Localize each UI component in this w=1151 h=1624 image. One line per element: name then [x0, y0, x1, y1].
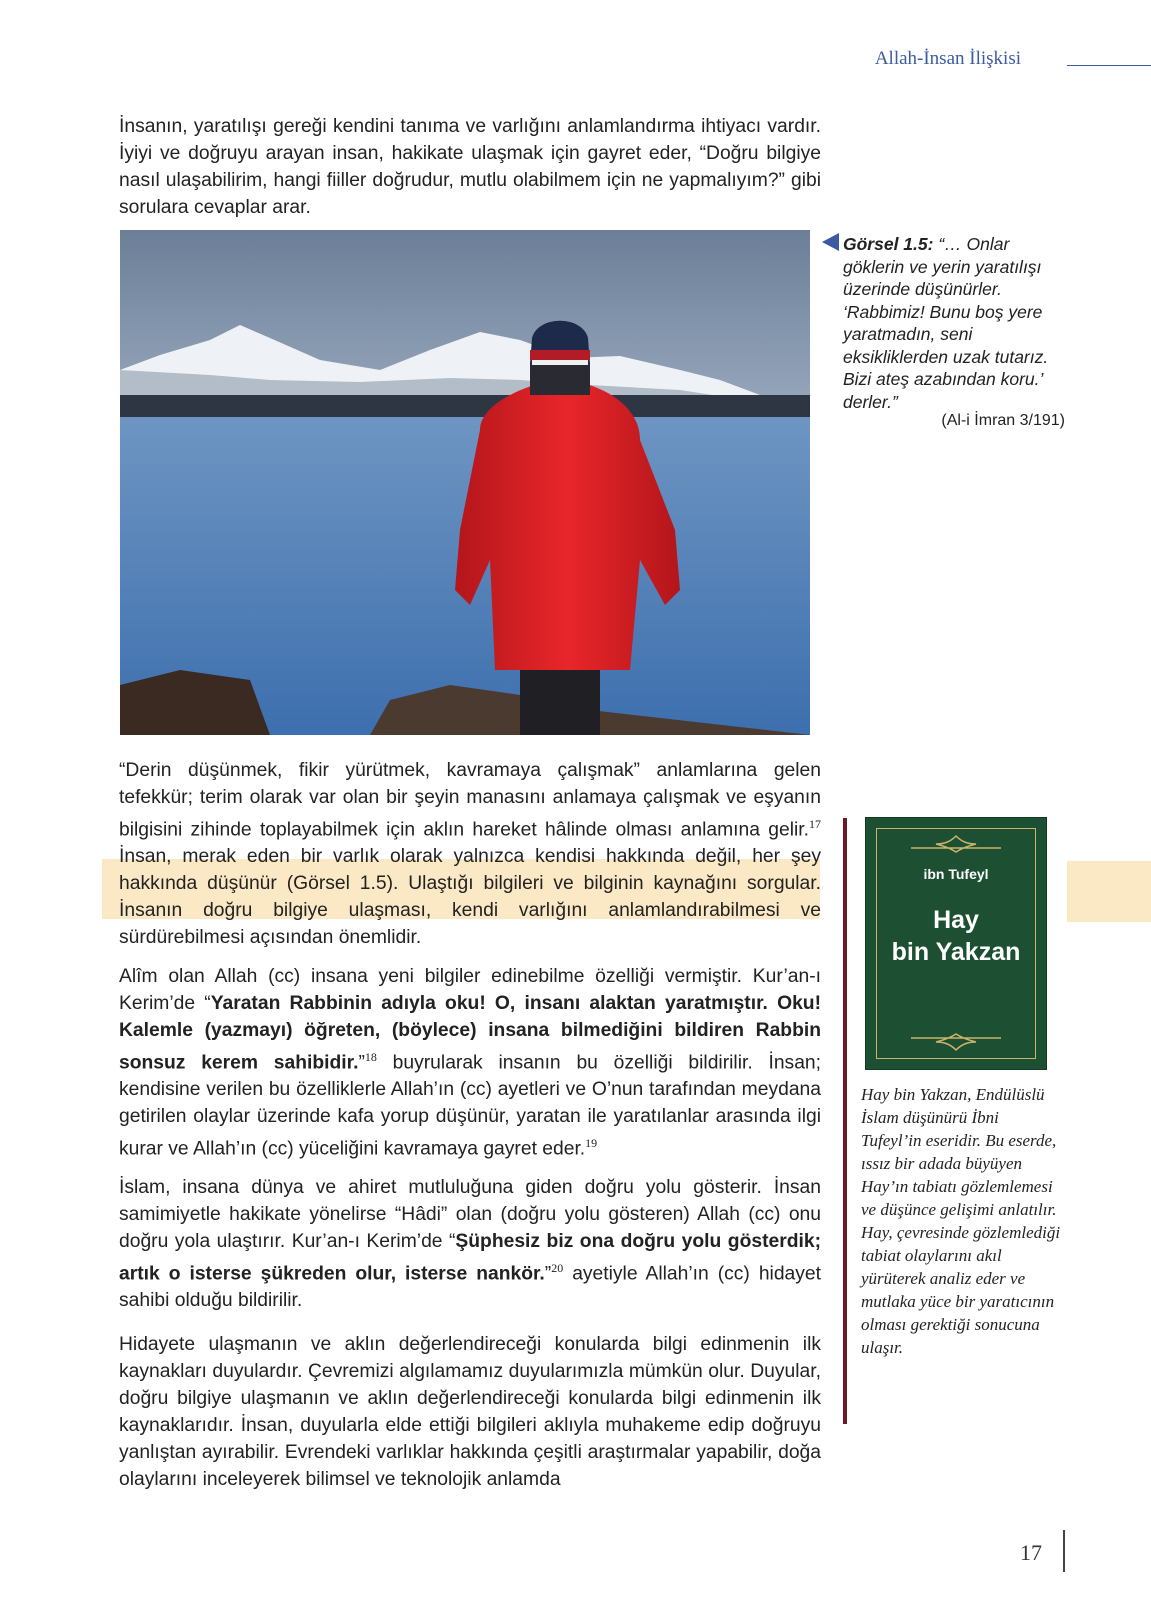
page-number-rule — [1063, 1530, 1065, 1572]
book-ornament-bottom-icon — [906, 1032, 1006, 1054]
book-title — [866, 904, 1046, 968]
book-cover — [866, 818, 1046, 1069]
footnote-ref-20: 20 — [551, 1261, 564, 1275]
paragraph-alim-part1: Alîm olan Allah (cc) insana yeni bilgiler edinebilme özelliği vermiştir. Kur’an-ı Kerim’de “ — [119, 966, 821, 1014]
book-ornament-top-icon — [906, 832, 1006, 854]
figure-caption-text: “… Onlar göklerin ve yerin yaratılışı üzerinde düşünürler. ‘Rabbimiz! Bunu boş yere yaratmadın, seni eksikliklerden uzak tutarız. Bizi ateş azabından koru.’ derler.” — [843, 234, 1049, 412]
book-title-line2: bin Yakzan — [891, 938, 1021, 966]
header-rule — [1067, 65, 1151, 66]
verse-alak-quote-close: ” — [358, 1052, 365, 1074]
rock-left — [120, 670, 270, 735]
footnote-ref-18: 18 — [364, 1050, 377, 1064]
verse-insan-quote-close: ” — [544, 1263, 552, 1285]
sidebar-note: Hay bin Yakzan, Endülüslü İslam düşünürü İbni Tufeyl’in eseridir. Bu eserde, ıssız bir adada büyüyen Hay’ın tabiatı gözlemlemesi ve düşünce gelişimi anlatılır. Hay, çevresinde gözlemlediği tabiat olaylarını akıl yürüterek analiz eder ve mutlaka yüce bir yaratıcının olması gerektiği sonucuna ulaşır. — [861, 1085, 1061, 1357]
caption-pointer-icon — [822, 233, 839, 251]
shoreline — [120, 395, 810, 417]
verse-alak: Yaratan Rabbinin adıyla oku! O, insanı alaktan yaratmıştır. Oku! Kalemle (yazmayı) öğreten, (böylece) insana bilmediğini bildiren Rabbin sonsuz kerem sahibidir. — [119, 993, 821, 1074]
paragraph-islam-part2: ayetiyle Allah’ın (cc) hidayet sahibi olduğu bildirilir. — [119, 1263, 821, 1312]
paragraph-alim — [119, 963, 821, 1163]
figure-caption — [843, 233, 1073, 413]
book-author: ibn Tufeyl — [923, 866, 989, 882]
verse-insan: Şüphesiz biz ona doğru yolu gösterdik; artık o isterse şükreden olur, isterse nankör. — [119, 1231, 821, 1285]
footnote-ref-17: 17 — [809, 817, 821, 831]
paragraph-tefekkur-part2: İnsan, merak eden bir varlık olarak yalnızca kendisi hakkında değil, her şey hakkında düşünür (Görsel 1.5). Ulaştığı bilgileri ve bilginin kaynağını sorgular. İnsanın doğru bilgiye ulaşması, kendi varlığını anlamlandırabilmesi ve sürdürebilmesi açısından önemlidir. — [119, 846, 821, 949]
paragraph-alim-part2: buyrularak insanın bu özelliği bildirilir. İnsan; kendisine verilen bu özelliklerle Allah’ın (cc) ayetleri ve O’nun tarafından meydana getirilen olaylar üzerinde kafa yorup düşünür, yaratan ile yaratılanlar arasında ilgi kurar ve Allah’ın (cc) yüceliğini kavramaya gayret eder. — [119, 1052, 821, 1160]
running-header-title: Allah-İnsan İlişkisi — [874, 48, 1021, 69]
figure-photo — [120, 230, 810, 735]
paragraph-intro: İnsanın, yaratılışı gereği kendini tanıma ve varlığını anlamlandırma ihtiyacı vardır. İyiyi ve doğruyu arayan insan, hakikate ulaşmak için gayret eder, “Doğru bilgiye nasıl ulaşabilirim, hangi fiiller doğrudur, mutlu olabilmem için ne yapmalıyım?” gibi sorulara cevaplar arar. — [119, 116, 821, 218]
paragraph-tefekkur — [119, 757, 821, 951]
sidebar-rule — [843, 818, 847, 1424]
page-number: 17 — [1020, 1540, 1042, 1565]
margin-highlight-tab — [1067, 861, 1151, 922]
figure-caption-label: Görsel 1.5: — [843, 234, 934, 254]
paragraph-hidayet: Hidayete ulaşmanın ve aklın değerlendireceği konularda bilgi edinmenin ilk kaynakları duyulardır. Çevremizi algılamamız duyularımızla mümkün olur. Duyular, doğru bilgiye ulaşmanın ve aklın değerlendireceği konularda bilgi edinmenin ilk kaynaklarıdır. İnsan, duyularla elde ettiği bilgileri aklıyla muhakeme edip doğruyu yanlıştan ayırabilir. Evrendeki varlıklar hakkında çeşitli araştırmalar yapabilir, doğa olaylarını inceleyerek bilimsel ve teknolojik anlamda — [119, 1334, 821, 1490]
footnote-ref-19: 19 — [585, 1136, 598, 1151]
figure-caption-reference: (Al-i İmran 3/191) — [941, 412, 1065, 429]
book-title-line1: Hay — [933, 906, 979, 934]
paragraph-tefekkur-part1: “Derin düşünmek, fikir yürütmek, kavramaya çalışmak” anlamlarına gelen tefekkür; terim olarak var olan bir şeyin manasını anlamaya çalışmak ve eşyanın bilgisini zihinde toplayabilmek için aklın hareket hâlinde olması anlamına gelir. — [119, 760, 821, 841]
paragraph-islam-part1: İslam, insana dünya ve ahiret mutluluğuna giden doğru yolu gösterir. İnsan samimiyetle hakikate yönelirse “Hâdi” olan (doğru yolu gösteren) Allah (cc) onu doğru yola ulaştırır. Kur’an-ı Kerim’de “ — [119, 1177, 821, 1252]
paragraph-islam — [119, 1174, 821, 1314]
